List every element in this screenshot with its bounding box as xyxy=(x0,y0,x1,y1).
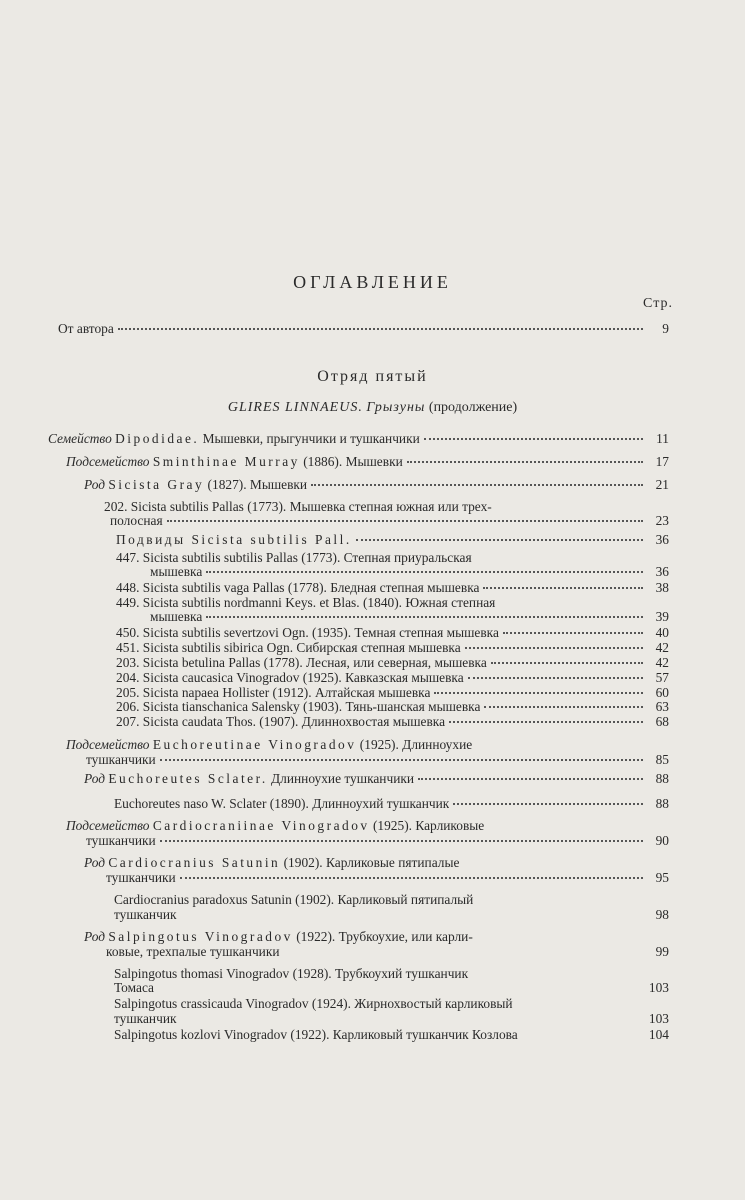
leader-dots xyxy=(453,803,643,805)
toc-entry-subspecies[interactable]: 450. Sicista subtilis severtzovi Ogn. (1935). Темная степная мышевка 40 xyxy=(116,625,669,640)
toc-entry-subspecies-line: 447. Sicista subtilis subtilis Pallas (1773). Степная приуральская xyxy=(116,550,472,565)
toc-entry-genus[interactable]: ковые, трехпалые тушканчики 99 xyxy=(106,944,669,959)
leader-dots xyxy=(160,840,643,842)
toc-entry-genus[interactable]: тушканчики 95 xyxy=(106,870,669,885)
toc-heading: ОГЛАВЛЕНИЕ xyxy=(293,272,452,292)
leader-dots xyxy=(465,647,643,649)
toc-entry-species[interactable]: Томаса 103 xyxy=(114,980,669,995)
toc-entry-species[interactable]: тушканчик 98 xyxy=(114,907,669,922)
toc-entry-species[interactable]: 204. Sicista caucasica Vinogradov (1925). Кавказская мышевка 57 xyxy=(116,670,669,685)
leader-dots xyxy=(181,1018,643,1020)
leader-dots xyxy=(167,520,643,522)
toc-entry-family[interactable]: Семейство Dipodidae. Мышевки, прыгунчики и тушканчики 11 xyxy=(48,431,669,446)
toc-entry-subfamily[interactable]: тушканчики 85 xyxy=(86,752,669,767)
leader-dots xyxy=(449,721,643,723)
toc-entry-species[interactable]: 205. Sicista napaea Hollister (1912). Алтайская мышевка 60 xyxy=(116,685,669,700)
toc-entry-genus[interactable]: Род Sicista Gray (1827). Мышевки 21 xyxy=(84,477,669,492)
leader-dots xyxy=(181,914,643,916)
toc-entry-subfamily-line: Подсемейство Cardiocraniinae Vinogradov (1925). Карликовые xyxy=(66,818,485,833)
toc-entry-subfamily-line: Подсемейство Euchoreutinae Vinogradov (1925). Длинноухие xyxy=(66,737,473,752)
toc-entry-species[interactable]: 207. Sicista caudata Thos. (1907). Длиннохвостая мышевка 68 xyxy=(116,714,669,729)
toc-entry-subfamily[interactable]: Подсемейство Sminthinae Murray (1886). Мышевки 17 xyxy=(66,454,669,469)
leader-dots xyxy=(206,571,643,573)
leader-dots xyxy=(484,706,643,708)
toc-entry-species[interactable]: 203. Sicista betulina Pallas (1778). Лесная, или северная, мышевка 42 xyxy=(116,655,669,670)
toc-entry-species-line: 202. Sicista subtilis Pallas (1773). Мышевка степная южная или трех- xyxy=(104,499,492,514)
leader-dots xyxy=(503,632,643,634)
leader-dots xyxy=(407,461,643,463)
toc-entry-species[interactable]: Euchoreutes naso W. Sclater (1890). Длинноухий тушканчик 88 xyxy=(114,796,669,811)
leader-dots xyxy=(520,1034,645,1036)
toc-entry-species[interactable]: Salpingotus kozlovi Vinogradov (1922). Карликовый тушканчик Козлова 104 xyxy=(114,1027,669,1042)
toc-entry-subspecies[interactable]: 448. Sicista subtilis vaga Pallas (1778). Бледная степная мышевка 38 xyxy=(116,580,669,595)
leader-dots xyxy=(284,951,643,953)
leader-dots xyxy=(483,587,643,589)
toc-entry-genus[interactable]: Род Euchoreutes Sclater. Длинноухие тушканчики 88 xyxy=(84,771,669,786)
leader-dots xyxy=(424,438,643,440)
order-title: Отряд пятый xyxy=(317,368,428,385)
toc-entry-genus-line: Род Cardiocranius Satunin (1902). Карликовые пятипалые xyxy=(84,855,460,870)
leader-dots xyxy=(418,778,643,780)
toc-entry-species-line: Salpingotus thomasi Vinogradov (1928). Трубкоухий тушканчик xyxy=(114,966,469,981)
leader-dots xyxy=(160,759,643,761)
leader-dots xyxy=(434,692,643,694)
toc-entry-subspecies[interactable]: мышевка 36 xyxy=(150,564,669,579)
toc-entry-author[interactable]: От автора 9 xyxy=(58,321,669,336)
toc-entry-subspecies-line: 449. Sicista subtilis nordmanni Keys. et Blas. (1840). Южная степная xyxy=(116,595,496,610)
toc-entry-subspecies-header[interactable]: Подвиды Sicista subtilis Pall. 36 xyxy=(116,532,669,547)
toc-entry-species-line: Salpingotus crassicauda Vinogradov (1924). Жирнохвостый карликовый xyxy=(114,996,513,1011)
leader-dots xyxy=(158,987,643,989)
leader-dots xyxy=(206,616,643,618)
leader-dots xyxy=(180,877,643,879)
toc-entry-species[interactable]: 206. Sicista tianschanica Salensky (1903). Тянь-шанская мышевка 63 xyxy=(116,699,669,714)
toc-entry-species[interactable]: тушканчик 103 xyxy=(114,1011,669,1026)
toc-entry-species-line: Cardiocranius paradoxus Satunin (1902). Карликовый пятипалый xyxy=(114,892,474,907)
toc-entry-species[interactable]: полосная 23 xyxy=(110,513,669,528)
leader-dots xyxy=(356,539,643,541)
leader-dots xyxy=(118,328,643,330)
toc-entry-genus-line: Род Salpingotus Vinogradov (1922). Трубкоухие, или карли- xyxy=(84,929,473,944)
leader-dots xyxy=(468,677,643,679)
leader-dots xyxy=(491,662,643,664)
order-subtitle: GLIRES LINNAEUS. Грызуны (продолжение) xyxy=(227,400,518,415)
toc-entry-subfamily[interactable]: тушканчики 90 xyxy=(86,833,669,848)
toc-entry-subspecies[interactable]: мышевка 39 xyxy=(150,609,669,624)
page-column-header: Стр. xyxy=(643,296,673,311)
toc-entry-subspecies[interactable]: 451. Sicista subtilis sibirica Ogn. Сибирская степная мышевка 42 xyxy=(116,640,669,655)
leader-dots xyxy=(311,484,643,486)
